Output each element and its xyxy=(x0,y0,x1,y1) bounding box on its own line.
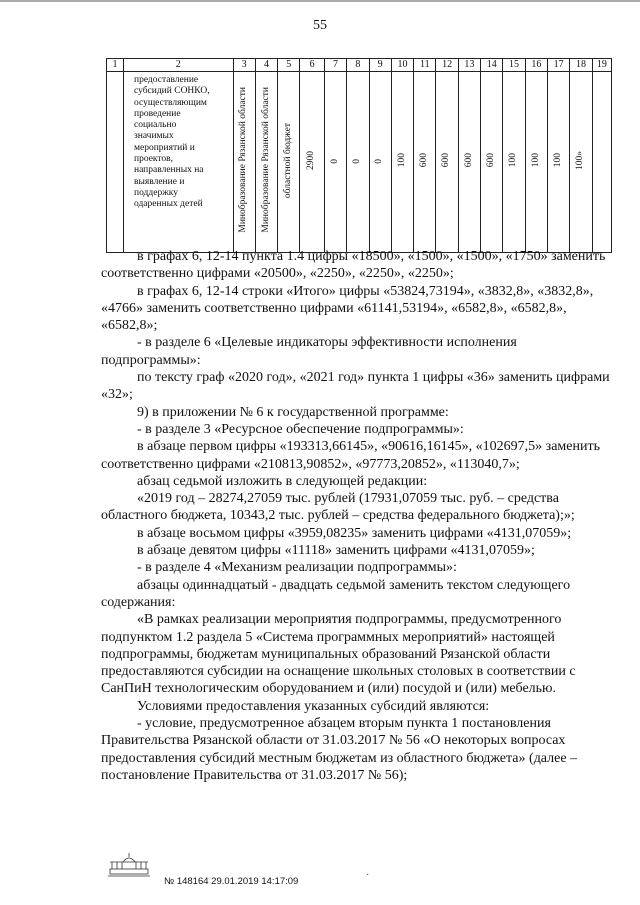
paragraph: Условиями предоставления указанных субсидий являются: xyxy=(137,698,490,714)
header-cell: 13 xyxy=(458,59,480,72)
scan-mark: · xyxy=(366,870,370,881)
header-cell: 19 xyxy=(592,59,611,72)
description-line: выявление и xyxy=(134,176,185,187)
table-cell xyxy=(233,72,255,253)
header-cell: 18 xyxy=(570,59,592,72)
table-cell xyxy=(458,72,480,253)
table-cell xyxy=(369,72,391,253)
table-cell xyxy=(481,72,503,253)
value-cell: 100» xyxy=(575,150,586,170)
header-cell: 17 xyxy=(548,59,570,72)
paragraph: по тексту граф «2020 год», «2021 год» пункта 1 цифры «36» заменить цифрами «32»; xyxy=(101,370,610,403)
table-cell xyxy=(436,72,458,253)
value-cell: 0 xyxy=(374,158,385,164)
description-line: направленных на xyxy=(134,165,204,176)
emblem-stamp-icon xyxy=(106,852,152,878)
description-line: значимых xyxy=(134,131,174,142)
value-cell: 2900 xyxy=(306,150,317,170)
table-cell xyxy=(255,72,277,253)
description-line: осуществляющим xyxy=(134,97,207,108)
scan-top-edge xyxy=(0,0,640,2)
table-row xyxy=(107,72,612,253)
description-line: одаренных детей xyxy=(134,199,203,210)
header-cell: 11 xyxy=(414,59,436,72)
paragraph: в абзаце восьмом цифры «3959,08235» заменить цифрами «4131,07059»; xyxy=(137,525,572,541)
value-cell: 600 xyxy=(419,153,430,168)
table-cell xyxy=(347,72,369,253)
description-line: проектов, xyxy=(134,154,174,165)
header-cell: 10 xyxy=(391,59,413,72)
paragraph: - в разделе 4 «Механизм реализации подпрограммы»: xyxy=(137,560,457,576)
table-cell xyxy=(391,72,413,253)
table-cell xyxy=(324,72,346,253)
table-header-row xyxy=(107,59,612,72)
document-footer: № 148164 29.01.2019 14:17:09 xyxy=(164,876,299,887)
subprogram-table xyxy=(106,58,612,253)
paragraph: в абзаце девятом цифры «11118» заменить цифрами «4131,07059»; xyxy=(137,543,535,559)
paragraph: абзацы одиннадцатый - двадцать седьмой заменить текстом следующего содержания: xyxy=(101,577,571,610)
header-cell: 8 xyxy=(347,59,369,72)
value-cell: 600 xyxy=(463,153,474,168)
description-line: социально xyxy=(134,120,177,131)
header-cell: 6 xyxy=(300,59,324,72)
description-line: мероприятий и xyxy=(134,142,195,153)
paragraph: «2019 год – 28274,27059 тыс. рублей (17931,07059 тыс. руб. – средства областного бюджета, 10343,2 тыс. рублей – средства федерального бюджета);»; xyxy=(101,491,575,524)
paragraph: абзац седьмой изложить в следующей редакции: xyxy=(137,473,428,489)
value-cell: 600 xyxy=(485,153,496,168)
table-cell xyxy=(503,72,525,253)
page-number: 55 xyxy=(313,18,327,33)
header-cell: 9 xyxy=(369,59,391,72)
header-cell: 7 xyxy=(324,59,346,72)
table-cell xyxy=(107,72,124,253)
description-line: проведение xyxy=(134,108,181,119)
table-cell xyxy=(548,72,570,253)
executor-label: Минобразование Рязанской области xyxy=(238,87,249,234)
funding-source-label: областной бюджет xyxy=(283,122,294,198)
header-cell: 16 xyxy=(525,59,547,72)
paragraph: 9) в приложении № 6 к государственной программе: xyxy=(137,404,449,420)
header-cell: 5 xyxy=(278,59,300,72)
value-cell: 100 xyxy=(530,153,541,168)
description-line: поддержку xyxy=(134,187,178,198)
value-cell: 0 xyxy=(352,158,363,164)
table-cell xyxy=(278,72,300,253)
executor-label: Минобразование Рязанской области xyxy=(260,87,271,234)
table-cell xyxy=(525,72,547,253)
paragraph: - в разделе 3 «Ресурсное обеспечение подпрограммы»: xyxy=(137,421,464,437)
document-body xyxy=(101,248,610,784)
header-cell: 14 xyxy=(481,59,503,72)
header-cell: 1 xyxy=(107,59,124,72)
header-cell: 15 xyxy=(503,59,525,72)
paragraph: - в разделе 6 «Целевые индикаторы эффективности исполнения подпрограммы»: xyxy=(101,335,517,368)
paragraph: - условие, предусмотренное абзацем вторым пункта 1 постановления Правительства Рязанской области от 31.03.2017 № 56 «О некоторых вопросах предоставления субсидий местным бюджетам из областного бюджета» (далее – постановление Правительства от 31.03.2017 № 56); xyxy=(101,716,578,783)
activity-description xyxy=(124,72,234,253)
description-line: предоставление xyxy=(134,75,199,85)
value-cell: 100 xyxy=(396,153,407,168)
table-cell xyxy=(414,72,436,253)
description-line: субсидий СОНКО, xyxy=(134,86,210,97)
table-cell xyxy=(570,72,592,253)
value-cell: 600 xyxy=(441,153,452,168)
header-cell: 4 xyxy=(255,59,277,72)
value-cell: 100 xyxy=(552,153,563,168)
table-cell xyxy=(592,72,611,253)
header-cell: 12 xyxy=(436,59,458,72)
table-cell xyxy=(300,72,324,253)
header-cell: 3 xyxy=(233,59,255,72)
paragraph: в абзаце первом цифры «193313,66145», «90616,16145», «102697,5» заменить соответственно цифрами «210813,90852», «97773,20852», «113040,7»; xyxy=(101,439,600,472)
value-cell: 100 xyxy=(508,153,519,168)
header-cell: 2 xyxy=(124,59,234,72)
value-cell: 0 xyxy=(329,158,340,164)
paragraph: в графах 6, 12-14 строки «Итого» цифры «53824,73194», «3832,8», «3832,8», «4766» заменить соответственно цифрами «61141,53194», «6582,8», «6582,8», «6582,8»; xyxy=(101,283,594,334)
paragraph: в графах 6, 12-14 пункта 1.4 цифры «18500», «1500», «1500», «1750» заменить соответственно цифрами «20500», «2250», «2250», «2250»; xyxy=(101,249,606,282)
paragraph: «В рамках реализации мероприятия подпрограммы, предусмотренного подпунктом 1.2 раздела 5 «Система программных мероприятий» настоящей подпрограммы, бюджетам муниципальных образований Рязанской области предоставляются субсидии на оснащение школьных столовых в соответствии с СанПиН технологическим оборудованием и (или) посудой и (или) мебелью. xyxy=(101,612,576,697)
